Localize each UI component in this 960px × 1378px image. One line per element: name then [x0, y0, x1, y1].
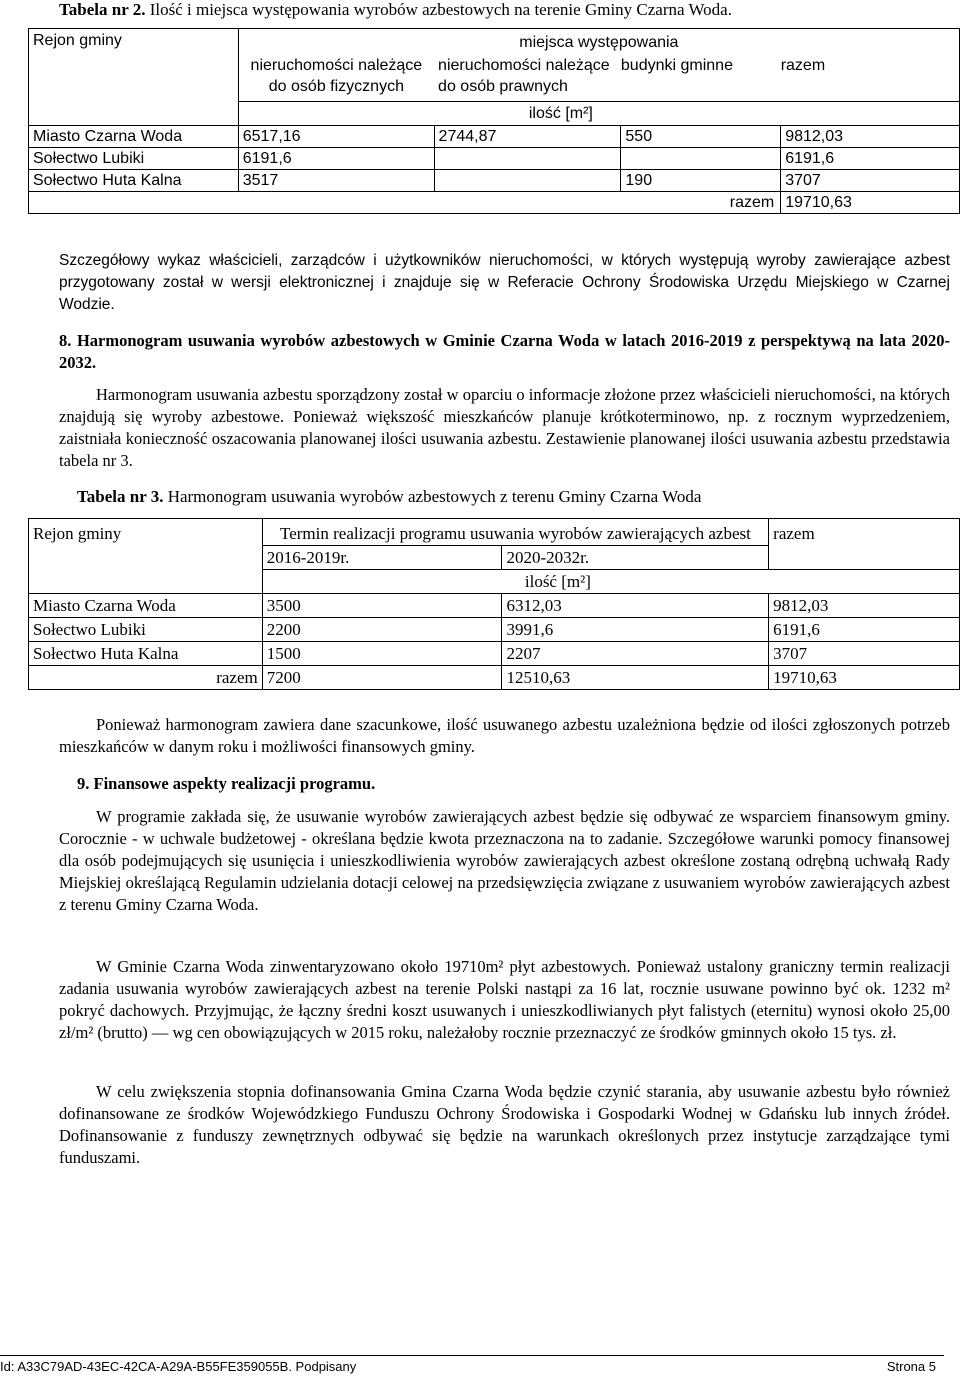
t3-sum-label: razem	[29, 666, 263, 690]
t3-header-term: Termin realizacji programu usuwania wyrobów zawierających azbest	[262, 519, 768, 546]
t2-region: Miasto Czarna Woda	[29, 126, 239, 148]
table-row	[29, 618, 960, 642]
inventory-paragraph: Szczegółowy wykaz właścicieli, zarządców i użytkowników nieruchomości, w których występują wyroby zawierające azbest przygotowany został w wersji elektronicznej i znajduje się w Referacie Ochrony Środowiska Urzędu Miejskiego w Czarnej Wodzie.	[59, 252, 950, 313]
footer-divider	[0, 1355, 944, 1356]
t2-header-col4: razem	[781, 54, 960, 102]
removal-schedule-table	[28, 518, 960, 690]
t3-period1: 2200	[262, 618, 502, 642]
t3-header-period1: 2016-2019r.	[262, 546, 502, 570]
t2-col1: 3517	[238, 170, 434, 192]
t3-sum-total: 19710,63	[769, 666, 960, 690]
t2-col4: 3707	[781, 170, 960, 192]
table3-caption	[77, 486, 701, 508]
t3-sum-period2: 12510,63	[502, 666, 769, 690]
estimate-paragraph: Ponieważ harmonogram zawiera dane szacunkowe, ilość usuwanego azbestu uzależniona będzie od ilości zgłoszonych potrzeb mieszkańców w danym roku i możliwości finansowych gminy.	[59, 715, 950, 756]
t3-total: 3707	[769, 642, 960, 666]
t3-period1: 1500	[262, 642, 502, 666]
asbestos-quantity-table	[28, 28, 960, 214]
table-row	[29, 148, 960, 170]
t2-header-places: miejsca występowania	[238, 29, 959, 55]
t3-header-total: razem	[769, 519, 960, 570]
t3-header-period2: 2020-2032r.	[502, 546, 769, 570]
t2-header-unit: ilość [m²]	[238, 102, 959, 126]
t2-header-col1: nieruchomości należące do osób fizycznych	[238, 54, 434, 102]
t2-col4: 9812,03	[781, 126, 960, 148]
t2-region: Sołectwo Lubiki	[29, 148, 239, 170]
t2-header-col3: budynki gminne	[621, 54, 781, 102]
t3-period2: 3991,6	[502, 618, 769, 642]
t2-col1: 6191,6	[238, 148, 434, 170]
table2-caption-number: Tabela nr 2.	[59, 0, 146, 19]
financing-paragraph: W programie zakłada się, że usuwanie wyrobów zawierających azbest będzie się odbywać ze wsparciem finansowym gminy. Corocznie - w uchwale budżetowej - określana będzie kwota przeznaczona na to zadanie. Szczegółowe warunki pomocy finansowej dla osób podejmujących się usunięcia i unieszkodliwienia wyrobów zawierających azbest określone zostaną odrębną uchwałą Rady Miejskiej określającą Regulamin udzielania dotacji celowej na przedsięwzięcia związane z usuwaniem wyrobów zawierających azbest z terenu Gminy Czarna Woda.	[59, 807, 950, 914]
t3-region: Sołectwo Lubiki	[29, 618, 263, 642]
t3-period2: 2207	[502, 642, 769, 666]
t3-total: 6191,6	[769, 618, 960, 642]
t2-header-col2: nieruchomości należące do osób prawnych	[434, 54, 621, 102]
t2-col2: 2744,87	[434, 126, 621, 148]
t3-region: Sołectwo Huta Kalna	[29, 642, 263, 666]
table-row	[29, 642, 960, 666]
t2-header-blank	[29, 102, 239, 126]
schedule-paragraph: Harmonogram usuwania azbestu sporządzony został w oparciu o informacje złożone przez właścicieli nieruchomości, na których znajdują się wyroby azbestowe. Ponieważ większość mieszkańców planuje krótkoterminowo, np. z rocznym wyprzedzeniem, zaistniała konieczność oszacowania planowanej ilości usuwania azbestu. Zestawienie planowanej ilości usuwania azbestu przedstawia tabela nr 3.	[59, 385, 950, 470]
t3-header-blank	[29, 570, 263, 594]
section-9-heading: 9. Finansowe aspekty realizacji programu.	[77, 774, 376, 793]
t2-col2	[434, 148, 621, 170]
t3-period1: 3500	[262, 594, 502, 618]
t3-sum-period1: 7200	[262, 666, 502, 690]
t3-header-unit: ilość [m²]	[262, 570, 959, 594]
footer-document-id: Id: A33C79AD-43EC-42CA-A29A-B55FE359055B. Podpisany	[0, 1359, 357, 1374]
table-row	[29, 170, 960, 192]
table-row	[29, 594, 960, 618]
t2-region: Sołectwo Huta Kalna	[29, 170, 239, 192]
table2-caption-text: Ilość i miejsca występowania wyrobów azbestowych na terenie Gminy Czarna Woda.	[145, 0, 732, 19]
table-row	[29, 126, 960, 148]
t3-header-region: Rejon gminy	[29, 519, 263, 570]
t2-header-region: Rejon gminy	[29, 29, 239, 102]
t2-col1: 6517,16	[238, 126, 434, 148]
t3-total: 9812,03	[769, 594, 960, 618]
t2-col3: 190	[621, 170, 781, 192]
table-total-row	[29, 192, 960, 214]
t3-period2: 6312,03	[502, 594, 769, 618]
footer-page-number: Strona 5	[886, 1359, 936, 1374]
t2-total-value: 19710,63	[781, 192, 960, 214]
table2-caption	[59, 0, 732, 20]
section-8-heading: 8. Harmonogram usuwania wyrobów azbestowych w Gminie Czarna Woda w latach 2016-2019 z perspektywą na lata 2020-2032.	[59, 331, 950, 372]
t2-col2	[434, 170, 621, 192]
t2-total-label: razem	[29, 192, 781, 214]
t3-region: Miasto Czarna Woda	[29, 594, 263, 618]
t2-col4: 6191,6	[781, 148, 960, 170]
table-total-row	[29, 666, 960, 690]
cofinancing-paragraph: W celu zwiększenia stopnia dofinansowania Gmina Czarna Woda będzie czynić starania, aby usuwanie azbestu było również dofinansowane ze środków Wojewódzkiego Funduszu Ochrony Środowiska i Gospodarki Wodnej w Gdańsku lub innych źródeł. Dofinansowanie z funduszy zewnętrznych odbywać się będzie na warunkach określonych przez instytucje zarządzające tymi funduszami.	[59, 1082, 950, 1167]
table3-caption-number: Tabela nr 3.	[77, 487, 164, 506]
t2-col3	[621, 148, 781, 170]
table3-caption-text: Harmonogram usuwania wyrobów azbestowych z terenu Gminy Czarna Woda	[163, 487, 702, 506]
t2-col3: 550	[621, 126, 781, 148]
inventory-cost-paragraph: W Gminie Czarna Woda zinwentaryzowano około 19710m² płyt azbestowych. Ponieważ ustalony graniczny termin realizacji zadania usuwania wyrobów zawierających azbest na terenie Polski nastąpi za 16 lat, rocznie usuwane powinno być ok. 1232 m² pokryć dachowych. Przyjmując, że łączny średni koszt usuwanych i unieszkodliwianych płyt falistych (eternitu) wynosi około 25,00 zł/m² (brutto) — wg cen obowiązujących w 2015 roku, należałoby rocznie przeznaczyć ze środków gminnych około 15 tys. zł.	[59, 957, 950, 1042]
